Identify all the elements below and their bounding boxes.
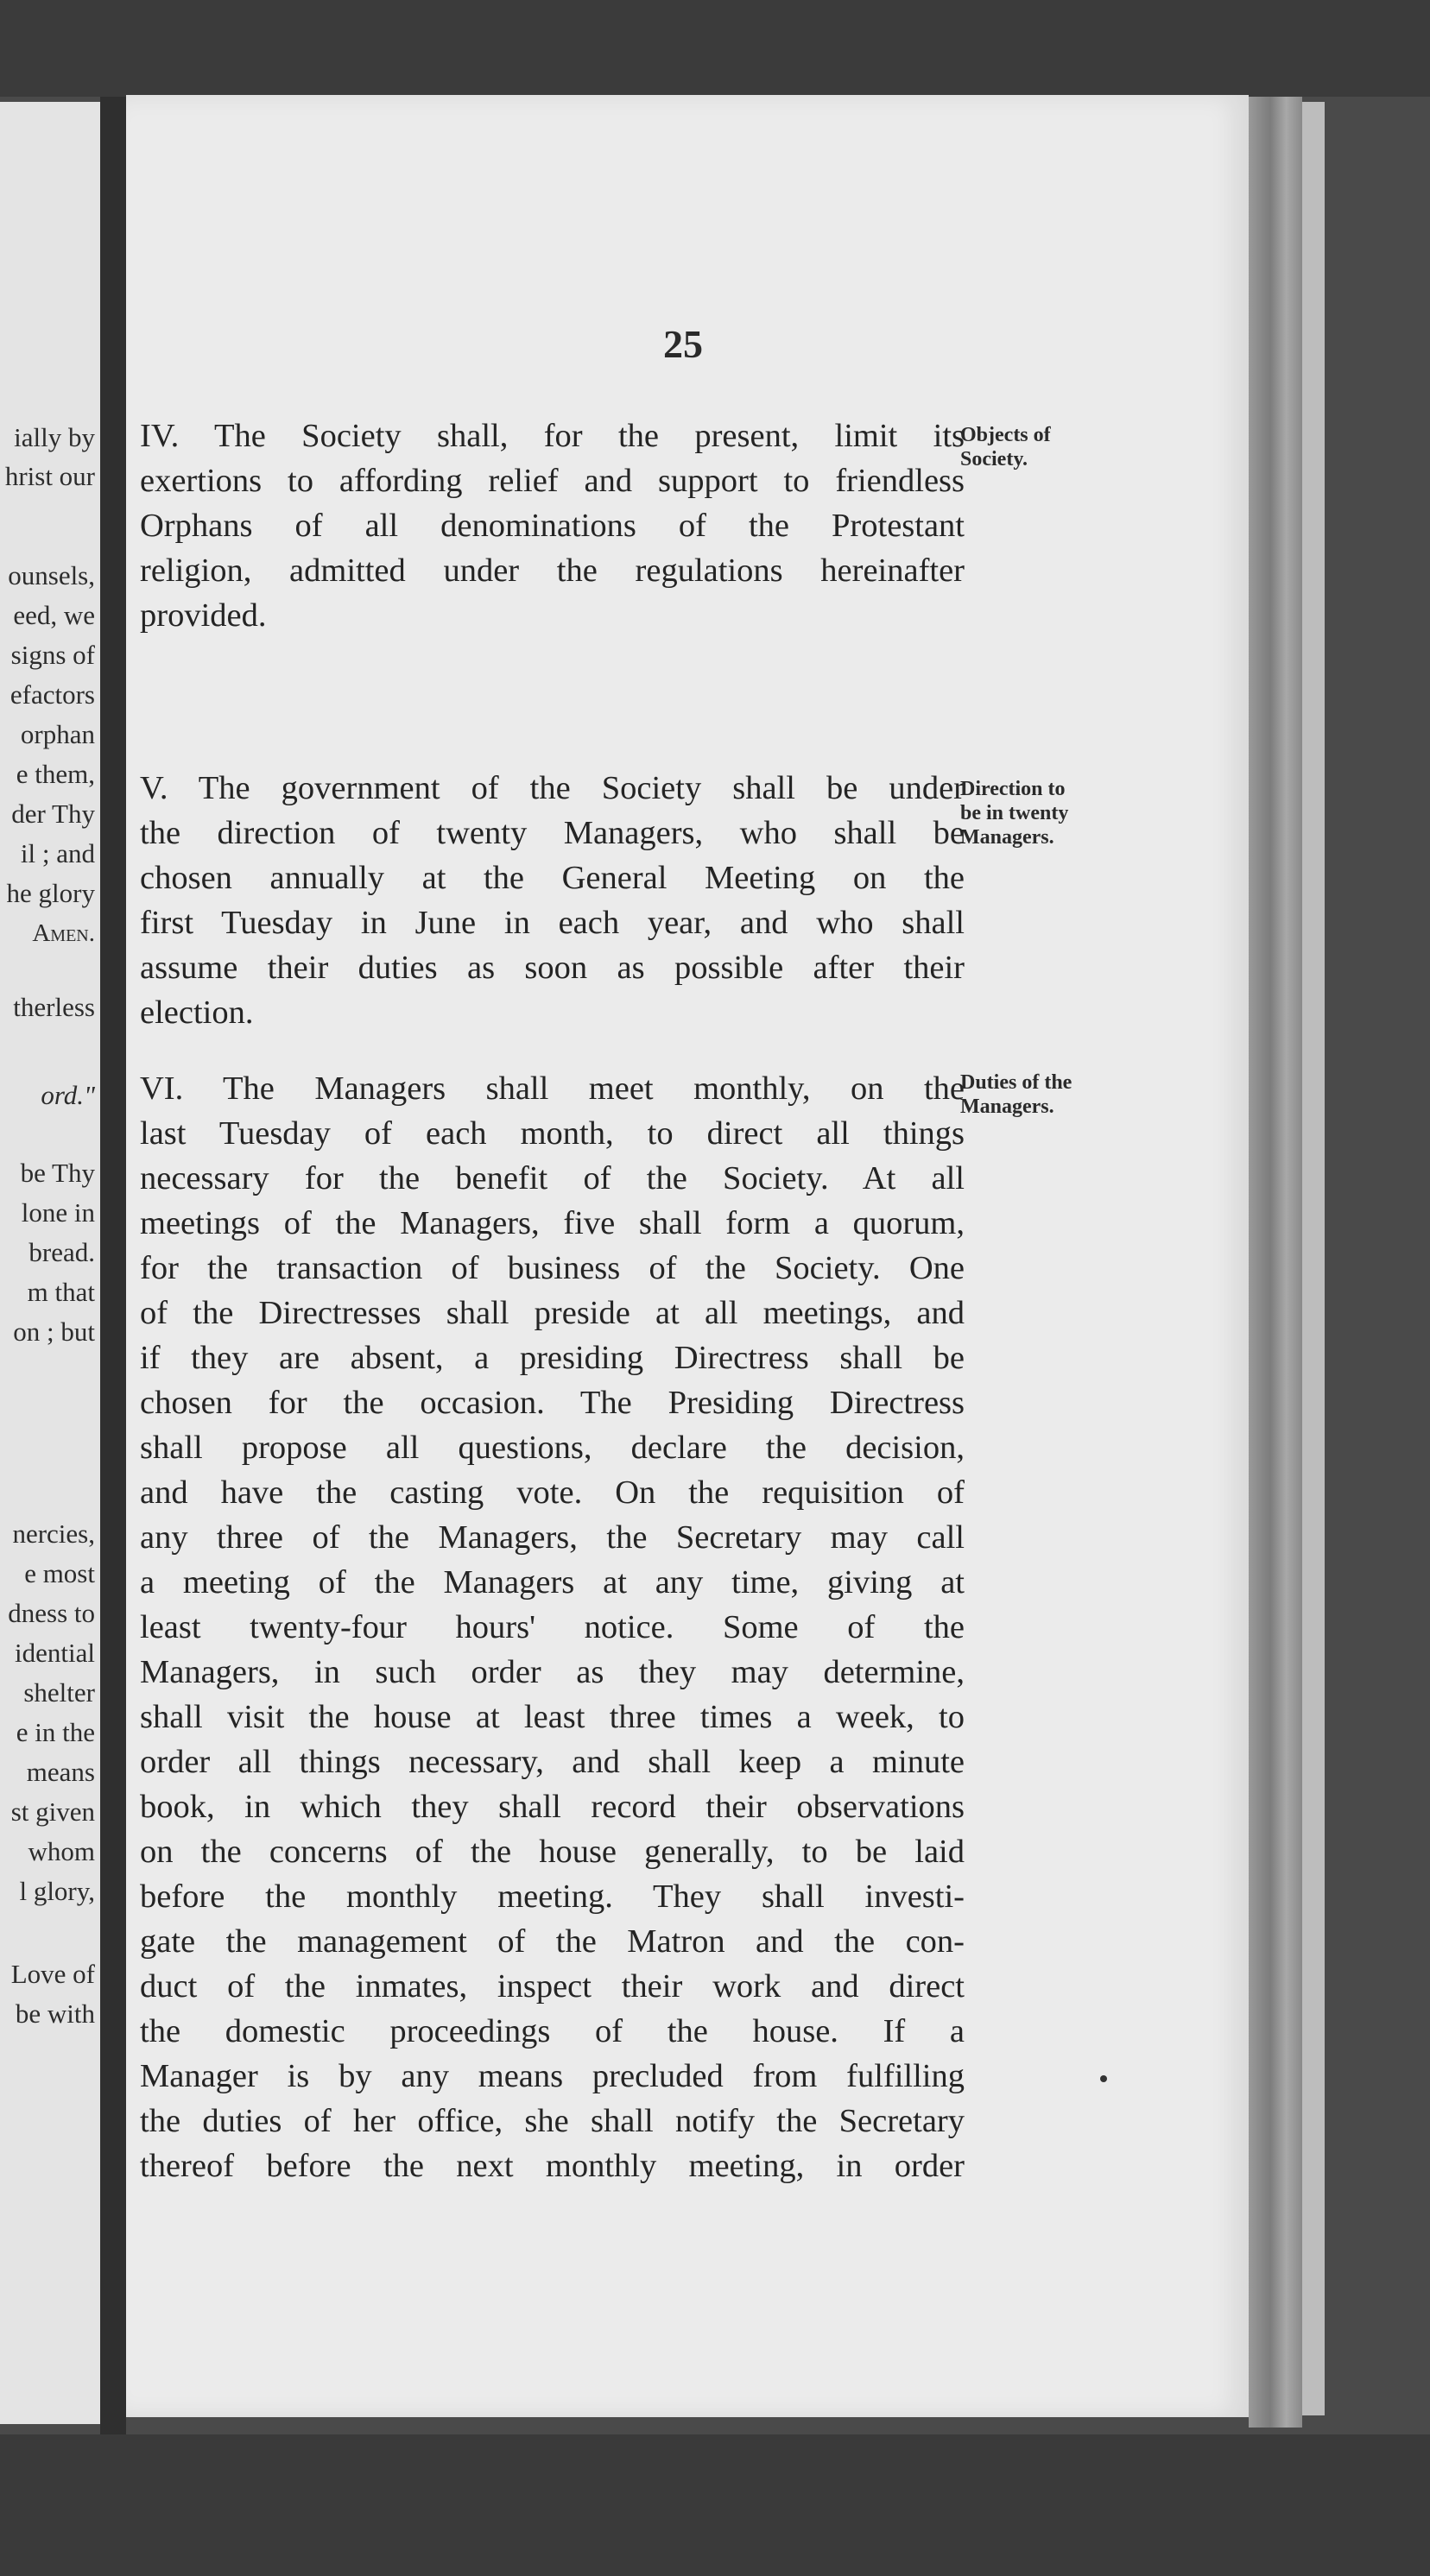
left-text-line: il ; and bbox=[20, 838, 95, 868]
text-line: meetings of the Managers, five shall form a quorum, bbox=[140, 1205, 965, 1241]
scan-background-bottom bbox=[0, 2434, 1430, 2576]
text-line: IV. The Society shall, for the present, limit its bbox=[140, 418, 965, 454]
text-line: assume their duties as soon as possible after their bbox=[140, 950, 965, 986]
margin-note-objects bbox=[960, 423, 1167, 471]
left-text-line: Love of bbox=[10, 1959, 95, 1989]
text-line: thereof before the next monthly meeting, in order bbox=[140, 2148, 965, 2184]
margin-note-line: Duties of the bbox=[960, 1071, 1072, 1094]
text-line: gate the management of the Matron and the con- bbox=[140, 1923, 965, 1960]
margin-note-line: Objects of bbox=[960, 424, 1051, 446]
left-text-line: he glory bbox=[6, 878, 95, 908]
left-text-line: ord." bbox=[41, 1080, 95, 1110]
page-number: 25 bbox=[663, 322, 703, 366]
text-line: a meeting of the Managers at any time, giving at bbox=[140, 1564, 965, 1601]
left-text-line: whom bbox=[28, 1836, 95, 1866]
margin-note-line: be in twenty bbox=[960, 802, 1069, 824]
left-text-line: eed, we bbox=[13, 600, 95, 630]
text-line: duct of the inmates, inspect their work and direct bbox=[140, 1968, 965, 2005]
text-line: shall visit the house at least three times a week, to bbox=[140, 1699, 965, 1735]
text-line: shall propose all questions, declare the decision, bbox=[140, 1430, 965, 1466]
text-line: any three of the Managers, the Secretary may call bbox=[140, 1519, 965, 1556]
left-text-line: l glory, bbox=[19, 1876, 95, 1906]
text-line: the direction of twenty Managers, who shall be bbox=[140, 815, 965, 851]
left-text-line: bread. bbox=[28, 1237, 95, 1267]
text-line: the domestic proceedings of the house. If a bbox=[140, 2013, 965, 2049]
left-text-line: be with bbox=[15, 1998, 95, 2029]
text-line: for the transaction of business of the Society. One bbox=[140, 1250, 965, 1286]
left-text-line: ounsels, bbox=[8, 560, 95, 590]
left-text-line: dness to bbox=[8, 1598, 95, 1628]
left-text-line: shelter bbox=[23, 1677, 95, 1708]
text-line: necessary for the benefit of the Society. At all bbox=[140, 1160, 965, 1196]
article-v bbox=[140, 766, 965, 1035]
text-line: before the monthly meeting. They shall investi- bbox=[140, 1878, 965, 1915]
text-line: order all things necessary, and shall keep a minute bbox=[140, 1744, 965, 1780]
text-line: and have the casting vote. On the requisition of bbox=[140, 1474, 965, 1511]
margin-note-line: Direction to bbox=[960, 778, 1066, 800]
text-line: V. The government of the Society shall be under bbox=[140, 770, 965, 806]
left-text-line: der Thy bbox=[11, 799, 95, 829]
text-line: of the Directresses shall preside at all meetings, and bbox=[140, 1295, 965, 1331]
ink-speck bbox=[1100, 2075, 1107, 2082]
left-text-line: nercies, bbox=[12, 1518, 95, 1549]
left-text-line: therless bbox=[13, 992, 95, 1022]
article-vi bbox=[140, 1066, 965, 2188]
book-gutter bbox=[100, 97, 126, 2445]
margin-note-direction bbox=[960, 777, 1167, 849]
margin-note-line: Managers. bbox=[960, 1095, 1054, 1118]
text-line: election. bbox=[140, 994, 254, 1031]
article-iv bbox=[140, 414, 965, 638]
book-page bbox=[126, 95, 1249, 2417]
margin-note-duties bbox=[960, 1070, 1167, 1119]
text-line: book, in which they shall record their observations bbox=[140, 1789, 965, 1825]
left-text-line: on ; but bbox=[13, 1316, 95, 1347]
left-text-line: idential bbox=[15, 1638, 95, 1668]
left-text-line: m that bbox=[27, 1277, 95, 1307]
text-line: the duties of her office, she shall notify the Secretary bbox=[140, 2103, 965, 2139]
left-text-line: signs of bbox=[10, 640, 95, 670]
text-line: chosen for the occasion. The Presiding Directress bbox=[140, 1385, 965, 1421]
left-text-line: lone in bbox=[21, 1197, 95, 1228]
text-line: exertions to affording relief and support to friendless bbox=[140, 463, 965, 499]
margin-note-line: Society. bbox=[960, 448, 1028, 470]
left-text-line: orphan bbox=[20, 719, 95, 749]
left-text-line: Amen. bbox=[32, 919, 95, 947]
left-text-line: ially by bbox=[14, 422, 95, 452]
page-edge-stack bbox=[1249, 97, 1302, 2428]
margin-note-line: Managers. bbox=[960, 826, 1054, 849]
text-line: religion, admitted under the regulations hereinafter bbox=[140, 552, 965, 589]
left-text-line: be Thy bbox=[20, 1158, 95, 1188]
text-line: last Tuesday of each month, to direct all things bbox=[140, 1115, 965, 1152]
text-line: chosen annually at the General Meeting on the bbox=[140, 860, 965, 896]
left-text-line: e them, bbox=[16, 759, 95, 789]
text-line: Orphans of all denominations of the Protestant bbox=[140, 508, 965, 544]
page-edge-highlight bbox=[1302, 102, 1325, 2415]
text-line: provided. bbox=[140, 597, 267, 634]
left-text-line: e most bbox=[24, 1558, 95, 1588]
left-text-line: st given bbox=[10, 1796, 95, 1827]
scan-background-top bbox=[0, 0, 1430, 97]
text-line: least twenty-four hours' notice. Some of the bbox=[140, 1609, 965, 1645]
text-line: first Tuesday in June in each year, and who shall bbox=[140, 905, 965, 941]
text-line: if they are absent, a presiding Directress shall be bbox=[140, 1340, 965, 1376]
text-line: Managers, in such order as they may determine, bbox=[140, 1654, 965, 1690]
previous-page-fragment bbox=[0, 102, 100, 2424]
left-text-line: hrist our bbox=[4, 461, 95, 491]
text-line: Manager is by any means precluded from fulfilling bbox=[140, 2058, 965, 2094]
left-text-line: e in the bbox=[16, 1717, 95, 1747]
text-line: on the concerns of the house generally, to be laid bbox=[140, 1834, 965, 1870]
left-text-line: means bbox=[26, 1757, 95, 1787]
left-text-line: efactors bbox=[9, 679, 95, 710]
text-line: VI. The Managers shall meet monthly, on the bbox=[140, 1070, 965, 1107]
